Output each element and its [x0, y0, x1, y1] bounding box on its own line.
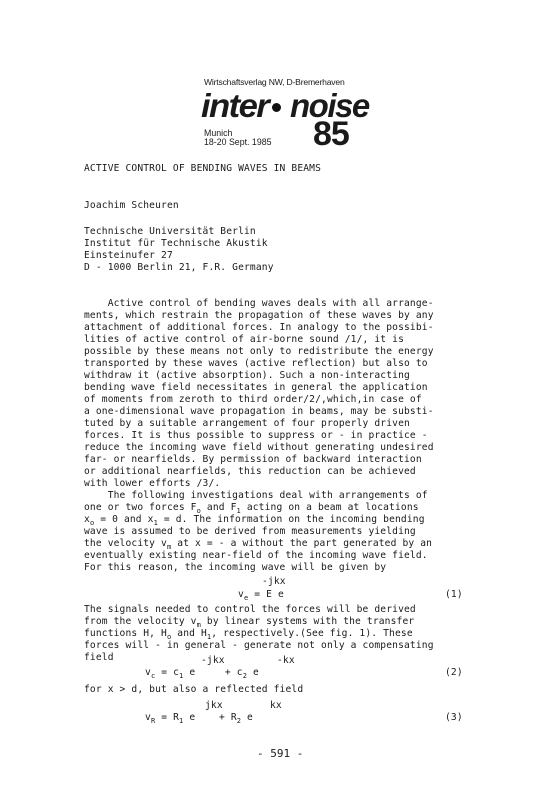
body-line: attachment of additional forces. In analogy to the possibi- [84, 322, 434, 333]
body-line: functions H, $H_o$ and $H_1$, respectively.(See fig. 1). These [84, 628, 413, 641]
body-line: from the velocity $v_m$ by linear systems with the transfer [84, 616, 415, 629]
body-line: forces. It is thus possible to suppress or - in practice - [84, 430, 428, 441]
equation-2-exponent-2: -kx [277, 655, 295, 666]
body-line: possible by these means not only to redistribute the energy [84, 346, 434, 357]
affiliation-line-2: Institut für Technische Akustik [84, 238, 268, 249]
conference-dates: 18-20 Sept. 1985 [204, 137, 272, 147]
affiliation-line-1: Technische Universität Berlin [84, 226, 256, 237]
conference-logo-inter: inter [201, 87, 269, 124]
body-line: or additional nearfields, this reduction can be achieved [84, 466, 416, 477]
affiliation-line-4: D - 1000 Berlin 21, F.R. Germany [84, 262, 274, 273]
body-line: withdraw it (active absorption). Such a non-interacting [84, 370, 410, 381]
equation-3-exponent-1: jkx [205, 700, 223, 711]
equation-3-number: (3) [445, 712, 463, 723]
equation-1-exponent: -jkx [262, 576, 286, 587]
body-line: lities of active control of air-borne sound /1/, it is [84, 334, 404, 345]
conference-year: 85 [313, 115, 349, 153]
body-line: tuted by a suitable arrangement of four properly driven [84, 418, 410, 429]
paper-title: ACTIVE CONTROL OF BENDING WAVES IN BEAMS [84, 163, 322, 174]
equation-1-number: (1) [445, 589, 463, 600]
body-line: $x_o = 0$ and $x_1 = d$. The information on the incoming bending [84, 514, 425, 527]
paper-author: Joachim Scheuren [84, 200, 179, 211]
equation-1: $v_e = E$ e [238, 589, 284, 602]
conference-logo-noise: noise [290, 87, 369, 124]
body-line: The signals needed to control the forces will be derived [84, 604, 416, 615]
equation-2-number: (2) [445, 667, 463, 678]
body-line: Active control of bending waves deals with all arrange- [84, 298, 434, 309]
body-line: with lower efforts /3/. [84, 478, 221, 489]
logo-dot-icon [272, 103, 281, 112]
body-line: field [84, 652, 114, 663]
affiliation-line-3: Einsteinufer 27 [84, 250, 173, 261]
equation-2: $v_c = c_1$ e + $c_2$ e [145, 667, 259, 680]
body-line: eventually existing near-field of the incoming wave field. [84, 550, 428, 561]
equation-2-exponent-1: -jkx [201, 655, 225, 666]
body-line: of moments from zeroth to third order/2/,which,in case of [84, 394, 422, 405]
body-line: far- or nearfields. By permission of backward interaction [84, 454, 422, 465]
body-line: ments, which restrain the propagation of these waves by any [84, 310, 434, 321]
equation-3: $v_R = R_1$ e + $R_2$ e [145, 712, 253, 725]
body-line: forces will - in general - generate not only a compensating [84, 640, 434, 651]
page-number: - 591 - [257, 747, 304, 760]
body-line: one or two forces $F_o$ and $F_1$ acting on a beam at locations [84, 502, 419, 515]
body-line: The following investigations deal with arrangements of [84, 490, 428, 501]
body-line: for x > d, but also a reflected field [84, 684, 304, 695]
body-line: For this reason, the incoming wave will be given by [84, 562, 387, 573]
publisher-line: Wirtschaftsverlag NW, D-Bremerhaven [204, 77, 345, 87]
body-line: reduce the incoming wave field without generating undesired [84, 442, 434, 453]
body-line: wave is assumed to be derived from measurements yielding [84, 526, 416, 537]
body-line: bending wave field necessitates in general the application [84, 382, 428, 393]
body-line: transported by these waves (active reflection) but also to [84, 358, 428, 369]
body-line: a one-dimensional wave propagation in beams, may be substi- [84, 406, 434, 417]
conference-city: Munich [204, 128, 233, 138]
equation-3-exponent-2: kx [270, 700, 282, 711]
body-line: the velocity $v_m$ at x = - a without the part generated by an [84, 538, 433, 551]
